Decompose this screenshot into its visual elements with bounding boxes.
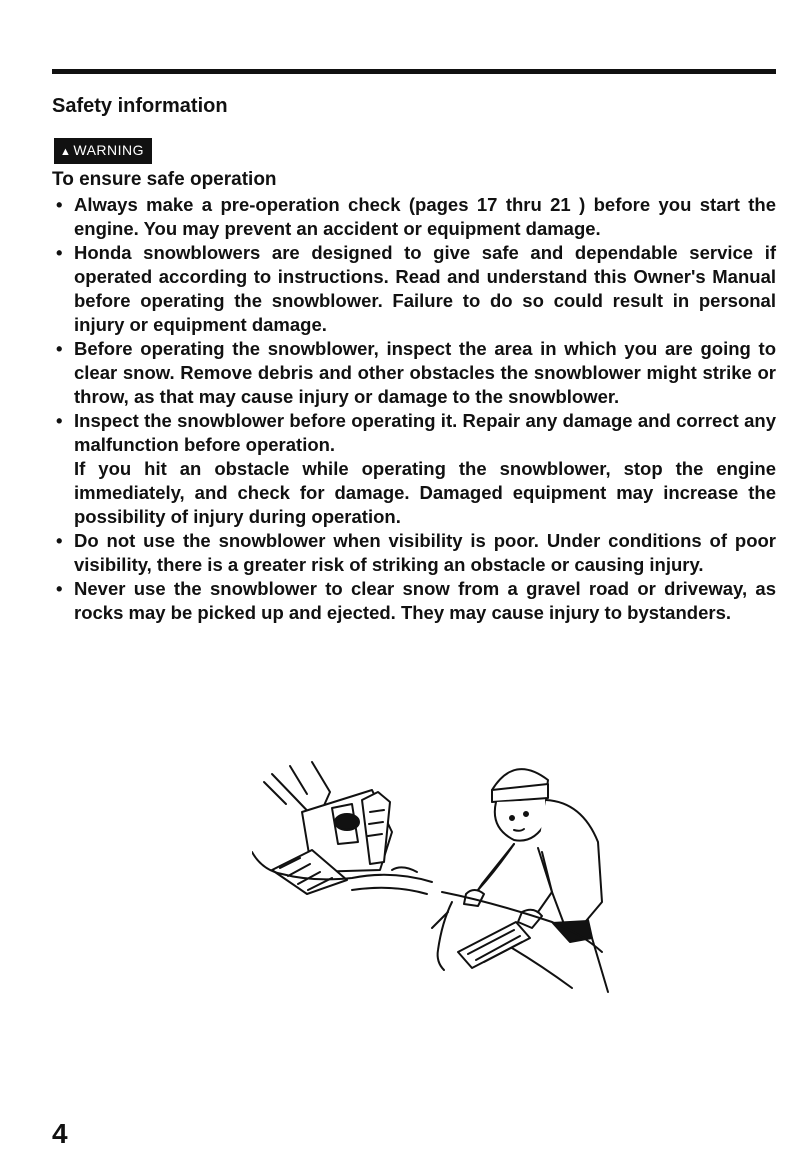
intro-text: To ensure safe operation	[52, 169, 277, 190]
top-rule	[52, 69, 776, 74]
list-item: • Always make a pre-operation check (pages 17 thru 21 ) before you start the engine. You may prevent an accident or equipment damage.	[52, 193, 776, 241]
list-item: • Inspect the snowblower before operating it. Repair any damage and correct any malfunction before operation. If you hit an obstacle while operating the snowblower, stop the engine immediately, and check for damage. Damaged equipment may increase the possibility of injury during operation.	[52, 409, 776, 529]
section-title: Safety information	[52, 95, 228, 117]
warning-triangle-icon: ▲	[60, 146, 72, 158]
warning-badge	[54, 138, 152, 164]
safety-rules-list	[52, 193, 776, 625]
list-item: • Do not use the snowblower when visibility is poor. Under conditions of poor visibility, there is a greater risk of striking an obstacle or causing injury.	[52, 529, 776, 577]
list-item: • Before operating the snowblower, inspect the area in which you are going to clear snow. Remove debris and other obstacles the snowblower might strike or throw, as that may cause injury or damage to the snowblower.	[52, 337, 776, 409]
operator-removing-debris-illustration	[252, 752, 612, 1002]
list-item: • Honda snowblowers are designed to give safe and dependable service if operated according to instructions. Read and understand this Owner's Manual before operating the snowblower. Failure to do so could result in personal injury or equipment damage.	[52, 241, 776, 337]
list-item: • Never use the snowblower to clear snow from a gravel road or driveway, as rocks may be picked up and ejected. They may cause injury to bystanders.	[52, 577, 776, 625]
warning-label: WARNING	[73, 142, 145, 158]
page-number: 4	[52, 1118, 68, 1149]
